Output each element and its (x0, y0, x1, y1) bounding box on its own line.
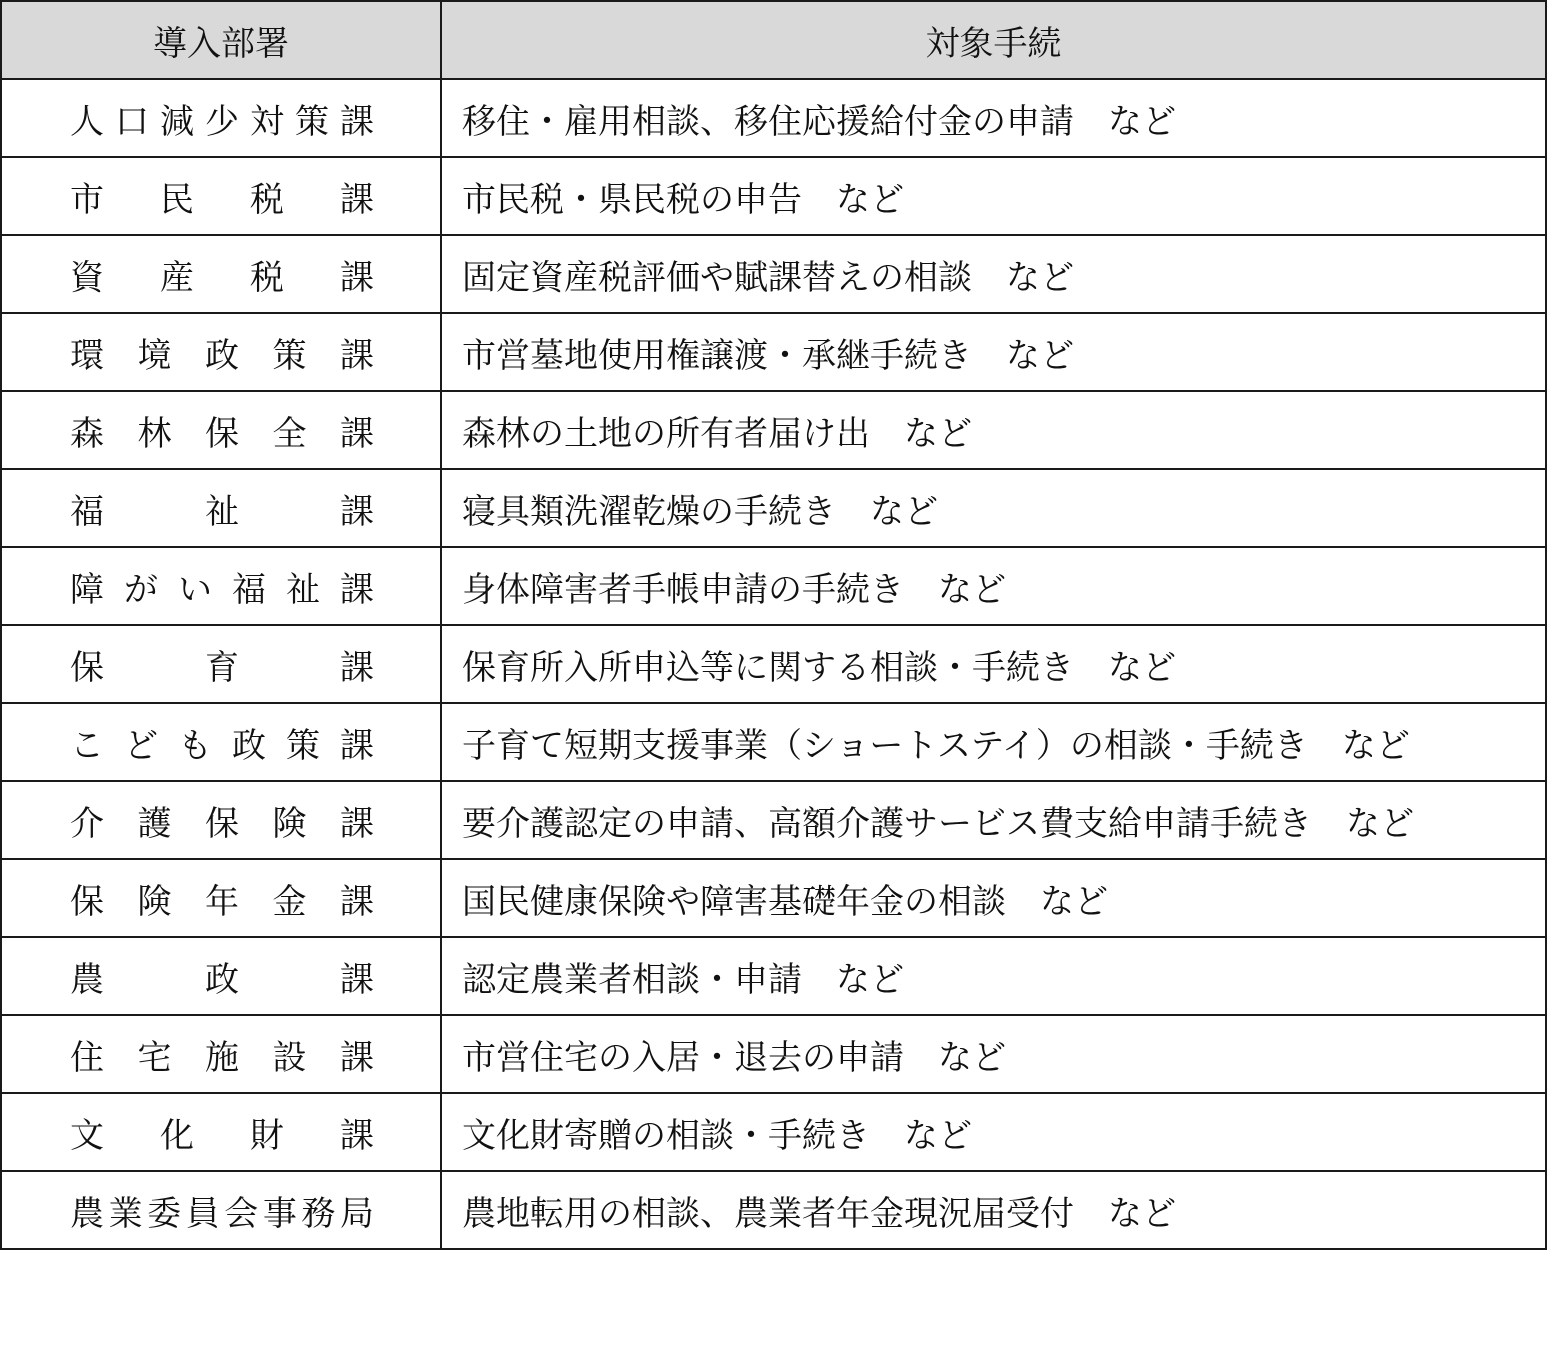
table-row (1, 781, 1546, 859)
department-cell (1, 937, 441, 1015)
department-cell (1, 703, 441, 781)
department-cell (1, 79, 441, 157)
table-row (1, 1015, 1546, 1093)
procedure-cell: 子育て短期支援事業（ショートステイ）の相談・手続き など (441, 703, 1546, 781)
department-cell (1, 781, 441, 859)
department-name: 市 民 税 課 (70, 179, 374, 220)
header-procedures: 対象手続 (441, 1, 1546, 79)
table-row (1, 235, 1546, 313)
department-cell (1, 1093, 441, 1171)
department-name: 文 化 財 課 (70, 1115, 374, 1156)
procedure-cell: 移住・雇用相談、移住応援給付金の申請 など (441, 79, 1546, 157)
department-cell (1, 157, 441, 235)
table-header-row (1, 1, 1546, 79)
procedure-cell: 固定資産税評価や賦課替えの相談 など (441, 235, 1546, 313)
department-cell (1, 391, 441, 469)
table-row (1, 79, 1546, 157)
department-name: こ ど も 政 策 課 (70, 725, 374, 766)
procedure-cell: 身体障害者手帳申請の手続き など (441, 547, 1546, 625)
procedure-cell: 寝具類洗濯乾燥の手続き など (441, 469, 1546, 547)
department-cell (1, 235, 441, 313)
department-name: 農 政 課 (70, 959, 374, 1000)
table-row (1, 1093, 1546, 1171)
department-name: 森 林 保 全 課 (70, 413, 374, 454)
procedure-cell: 市営墓地使用権譲渡・承継手続き など (441, 313, 1546, 391)
table-row (1, 1171, 1546, 1249)
table-row (1, 157, 1546, 235)
procedure-cell: 森林の土地の所有者届け出 など (441, 391, 1546, 469)
department-name: 障 が い 福 祉 課 (70, 569, 374, 610)
table-row (1, 391, 1546, 469)
department-name: 人 口 減 少 対 策 課 (70, 101, 374, 142)
department-cell (1, 1171, 441, 1249)
table-body (1, 79, 1546, 1249)
department-name: 保 育 課 (70, 647, 374, 688)
department-cell (1, 313, 441, 391)
header-department: 導入部署 (1, 1, 441, 79)
department-name: 資 産 税 課 (70, 257, 374, 298)
procedure-cell: 市営住宅の入居・退去の申請 など (441, 1015, 1546, 1093)
table-row (1, 625, 1546, 703)
procedure-cell: 保育所入所申込等に関する相談・手続き など (441, 625, 1546, 703)
table-row (1, 547, 1546, 625)
procedure-cell: 農地転用の相談、農業者年金現況届受付 など (441, 1171, 1546, 1249)
department-name: 保 険 年 金 課 (70, 881, 374, 922)
department-cell (1, 625, 441, 703)
table-row (1, 703, 1546, 781)
department-name: 住 宅 施 設 課 (70, 1037, 374, 1078)
procedure-cell: 国民健康保険や障害基礎年金の相談 など (441, 859, 1546, 937)
procedure-cell: 市民税・県民税の申告 など (441, 157, 1546, 235)
department-cell (1, 1015, 441, 1093)
procedure-cell: 認定農業者相談・申請 など (441, 937, 1546, 1015)
department-cell (1, 547, 441, 625)
table-row (1, 469, 1546, 547)
department-name: 介 護 保 険 課 (70, 803, 374, 844)
procedure-cell: 要介護認定の申請、高額介護サービス費支給申請手続き など (441, 781, 1546, 859)
department-cell (1, 469, 441, 547)
department-name: 農 業 委 員 会 事 務 局 (70, 1193, 374, 1234)
table-row (1, 313, 1546, 391)
procedure-cell: 文化財寄贈の相談・手続き など (441, 1093, 1546, 1171)
department-name: 環 境 政 策 課 (70, 335, 374, 376)
department-name: 福 祉 課 (70, 491, 374, 532)
table-row (1, 859, 1546, 937)
table-row (1, 937, 1546, 1015)
department-cell (1, 859, 441, 937)
